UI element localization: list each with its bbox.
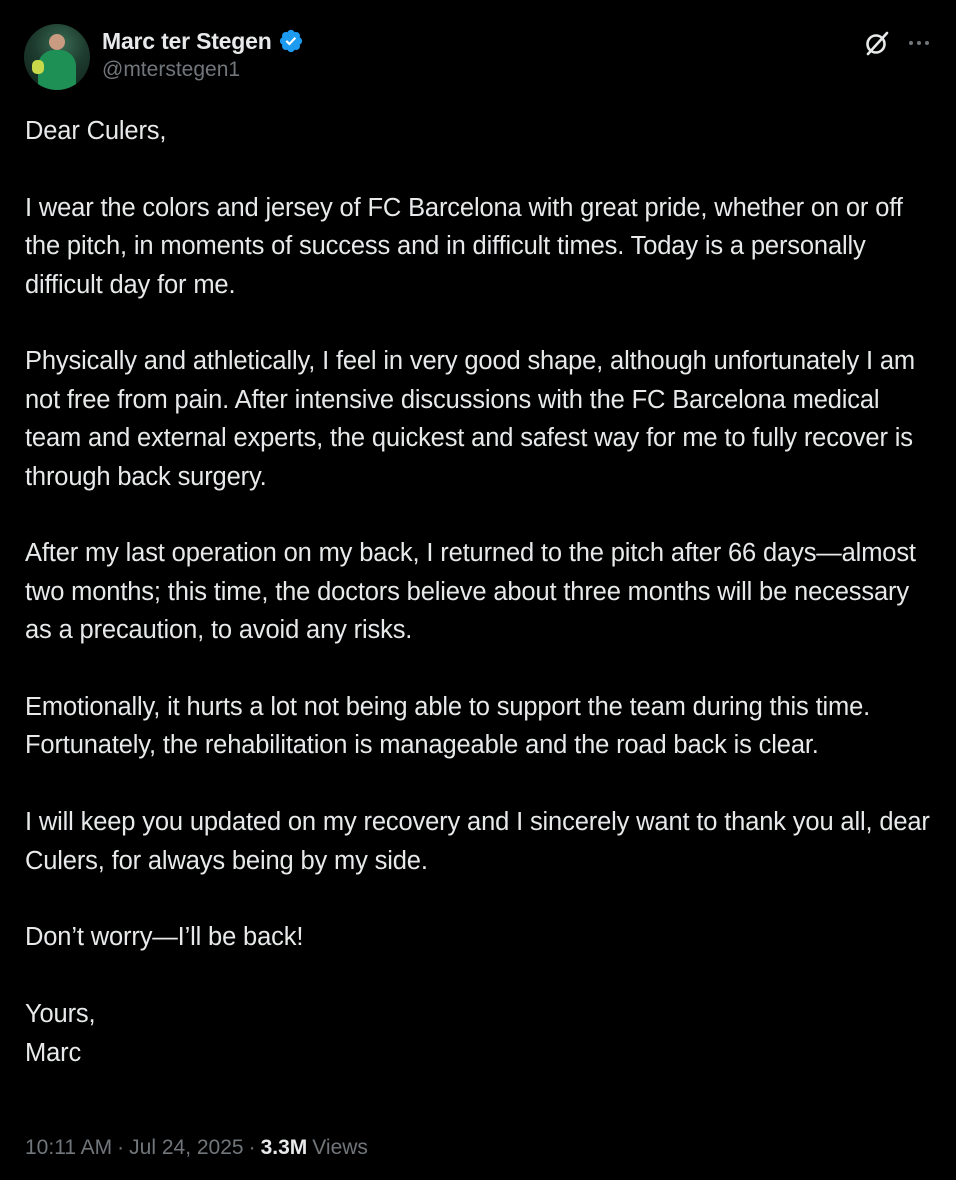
author-display-name[interactable]: Marc ter Stegen xyxy=(102,27,272,54)
more-horizontal-icon[interactable] xyxy=(906,30,932,56)
verified-badge-icon[interactable] xyxy=(278,28,304,54)
tweet-paragraph: Emotionally, it hurts a lot not being able to support the team during this time. Fortunately, the rehabilitation is manageable and the road back is clear. xyxy=(25,693,871,760)
tweet-top-actions xyxy=(862,28,932,58)
tweet-greeting: Dear Culers, xyxy=(25,117,167,145)
tweet-paragraph: After my last operation on my back, I returned to the pitch after 66 days—almost two months; this time, the doctors believe about three months will be necessary as a precaution, to avoid any risks. xyxy=(25,539,916,645)
tweet-signoff: Yours, xyxy=(25,1000,96,1029)
tweet-paragraph: I wear the colors and jersey of FC Barcelona with great pride, whether on or off the pitch, in moments of success and in difficult times. Today is a personally difficult day for me. xyxy=(25,193,903,299)
avatar-figure-head xyxy=(49,34,65,50)
grok-icon[interactable] xyxy=(862,28,892,58)
tweet-date[interactable]: Jul 24, 2025 xyxy=(129,1136,244,1159)
author-handle[interactable]: @mterstegen1 xyxy=(102,58,241,81)
tweet-paragraph: Physically and athletically, I feel in very good shape, although unfortunately I am not free from pain. After intensive discussions with the FC Barcelona medical team and external experts, the quickest and safest way for me to fully recover is through back surgery. xyxy=(25,347,916,491)
meta-separator: · xyxy=(117,1136,125,1159)
views-count[interactable]: 3.3M xyxy=(260,1136,308,1159)
tweet-paragraph: Don’t worry—I’ll be back! xyxy=(25,923,304,952)
tweet-paragraph: I will keep you updated on my recovery and I sincerely want to thank you all, dear Culers, for always being by my side. xyxy=(25,808,930,875)
author-block xyxy=(102,26,304,82)
tweet-time[interactable]: 10:11 AM xyxy=(25,1136,113,1159)
avatar[interactable] xyxy=(24,24,90,90)
tweet-text xyxy=(25,112,935,1072)
tweet-signature: Marc xyxy=(25,1038,82,1067)
meta-separator: · xyxy=(248,1136,256,1159)
tweet-meta xyxy=(25,1136,368,1160)
avatar-figure-glove xyxy=(32,60,44,74)
views-label[interactable]: Views xyxy=(312,1136,368,1159)
tweet-header xyxy=(24,24,932,90)
author-name-row xyxy=(102,26,304,56)
